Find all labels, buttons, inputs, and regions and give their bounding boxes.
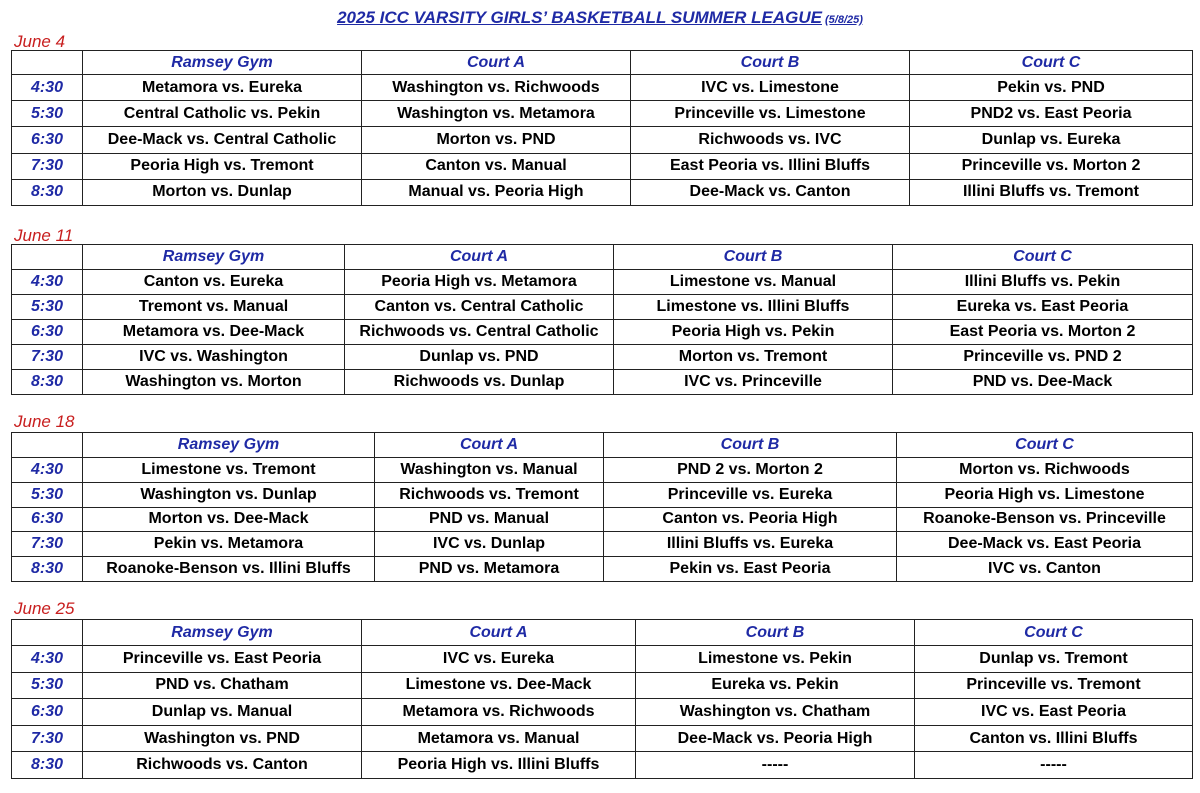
game-cell: Eureka vs. East Peoria <box>893 295 1193 320</box>
time-cell: 5:30 <box>12 482 83 507</box>
game-cell: Metamora vs. Richwoods <box>362 699 636 726</box>
table-row <box>12 320 1193 345</box>
game-cell: PND 2 vs. Morton 2 <box>604 458 897 483</box>
game-cell: Washington vs. Manual <box>375 458 604 483</box>
game-cell: IVC vs. Dunlap <box>375 532 604 557</box>
game-cell: PND vs. Chatham <box>83 672 362 699</box>
page-title <box>0 8 1200 28</box>
game-cell: IVC vs. Eureka <box>362 646 636 673</box>
table-row <box>12 101 1193 127</box>
game-cell: Dee-Mack vs. Canton <box>631 179 910 205</box>
game-cell: Richwoods vs. Dunlap <box>345 370 614 395</box>
game-cell: Dee-Mack vs. East Peoria <box>897 532 1193 557</box>
column-header: Court A <box>362 51 631 75</box>
schedule-table <box>11 619 1193 779</box>
table-row <box>12 725 1193 752</box>
game-cell: Morton vs. Tremont <box>614 345 893 370</box>
game-cell: Metamora vs. Eureka <box>83 75 362 101</box>
title-date: (5/8/25) <box>824 14 863 26</box>
game-cell: Illini Bluffs vs. Tremont <box>910 179 1193 205</box>
game-cell: IVC vs. Washington <box>83 345 345 370</box>
game-cell: IVC vs. Princeville <box>614 370 893 395</box>
game-cell: Morton vs. Dee-Mack <box>83 507 375 532</box>
column-header: Court A <box>362 620 636 646</box>
game-cell: Peoria High vs. Limestone <box>897 482 1193 507</box>
game-cell: Peoria High vs. Illini Bluffs <box>362 752 636 779</box>
time-cell: 4:30 <box>12 270 83 295</box>
column-header: Court B <box>631 51 910 75</box>
game-cell: Princeville vs. Limestone <box>631 101 910 127</box>
column-header: Court C <box>910 51 1193 75</box>
title-text: 2025 ICC VARSITY GIRLS’ BASKETBALL SUMMER LEAGUE <box>337 8 822 27</box>
game-cell: Canton vs. Peoria High <box>604 507 897 532</box>
time-cell: 4:30 <box>12 458 83 483</box>
table-row <box>12 557 1193 582</box>
game-cell: Limestone vs. Pekin <box>636 646 915 673</box>
week-label: June 18 <box>14 412 75 431</box>
game-cell: Dunlap vs. Manual <box>83 699 362 726</box>
game-cell: Limestone vs. Tremont <box>83 458 375 483</box>
game-cell: Richwoods vs. Tremont <box>375 482 604 507</box>
game-cell: Princeville vs. Tremont <box>915 672 1193 699</box>
game-cell: Washington vs. PND <box>83 725 362 752</box>
week-label: June 25 <box>14 599 75 618</box>
game-cell: Metamora vs. Manual <box>362 725 636 752</box>
game-cell: Washington vs. Richwoods <box>362 75 631 101</box>
game-cell: Washington vs. Metamora <box>362 101 631 127</box>
time-cell: 8:30 <box>12 179 83 205</box>
game-cell: Manual vs. Peoria High <box>362 179 631 205</box>
game-cell: PND vs. Metamora <box>375 557 604 582</box>
game-cell: East Peoria vs. Illini Bluffs <box>631 153 910 179</box>
game-cell: Metamora vs. Dee-Mack <box>83 320 345 345</box>
game-cell: Pekin vs. Metamora <box>83 532 375 557</box>
game-cell: Central Catholic vs. Pekin <box>83 101 362 127</box>
time-cell: 6:30 <box>12 320 83 345</box>
game-cell: Peoria High vs. Tremont <box>83 153 362 179</box>
game-cell: Washington vs. Chatham <box>636 699 915 726</box>
time-cell: 7:30 <box>12 532 83 557</box>
game-cell: East Peoria vs. Morton 2 <box>893 320 1193 345</box>
game-cell: PND vs. Manual <box>375 507 604 532</box>
table-row <box>12 370 1193 395</box>
column-header: Court B <box>614 245 893 270</box>
table-row <box>12 179 1193 205</box>
time-cell: 8:30 <box>12 370 83 395</box>
game-cell: Roanoke-Benson vs. Illini Bluffs <box>83 557 375 582</box>
schedule-table <box>11 244 1193 395</box>
game-cell: Morton vs. Richwoods <box>897 458 1193 483</box>
time-cell: 8:30 <box>12 557 83 582</box>
time-cell: 6:30 <box>12 127 83 153</box>
game-cell: Richwoods vs. IVC <box>631 127 910 153</box>
game-cell: PND2 vs. East Peoria <box>910 101 1193 127</box>
game-cell: Princeville vs. PND 2 <box>893 345 1193 370</box>
table-row <box>12 295 1193 320</box>
week-label: June 11 <box>14 226 74 245</box>
time-cell: 7:30 <box>12 345 83 370</box>
column-header: Ramsey Gym <box>83 245 345 270</box>
game-cell: Dunlap vs. PND <box>345 345 614 370</box>
game-cell: ----- <box>636 752 915 779</box>
table-row <box>12 752 1193 779</box>
column-header: Ramsey Gym <box>83 433 375 458</box>
column-header: Court A <box>375 433 604 458</box>
table-row <box>12 270 1193 295</box>
table-row <box>12 482 1193 507</box>
game-cell: Richwoods vs. Central Catholic <box>345 320 614 345</box>
game-cell: Dee-Mack vs. Central Catholic <box>83 127 362 153</box>
game-cell: Richwoods vs. Canton <box>83 752 362 779</box>
game-cell: IVC vs. Limestone <box>631 75 910 101</box>
game-cell: Peoria High vs. Pekin <box>614 320 893 345</box>
column-header: Court C <box>897 433 1193 458</box>
header-row <box>12 620 1193 646</box>
game-cell: Washington vs. Morton <box>83 370 345 395</box>
header-cell-blank <box>12 51 83 75</box>
time-cell: 6:30 <box>12 699 83 726</box>
game-cell: Canton vs. Manual <box>362 153 631 179</box>
game-cell: Princeville vs. East Peoria <box>83 646 362 673</box>
game-cell: Limestone vs. Illini Bluffs <box>614 295 893 320</box>
table-row <box>12 532 1193 557</box>
game-cell: Tremont vs. Manual <box>83 295 345 320</box>
table-row <box>12 507 1193 532</box>
column-header: Court B <box>604 433 897 458</box>
game-cell: Princeville vs. Morton 2 <box>910 153 1193 179</box>
column-header: Court C <box>893 245 1193 270</box>
game-cell: Canton vs. Eureka <box>83 270 345 295</box>
column-header: Court B <box>636 620 915 646</box>
header-cell-blank <box>12 245 83 270</box>
game-cell: Canton vs. Illini Bluffs <box>915 725 1193 752</box>
time-cell: 5:30 <box>12 101 83 127</box>
time-cell: 7:30 <box>12 153 83 179</box>
game-cell: Limestone vs. Manual <box>614 270 893 295</box>
game-cell: Pekin vs. East Peoria <box>604 557 897 582</box>
game-cell: Illini Bluffs vs. Pekin <box>893 270 1193 295</box>
table-row <box>12 153 1193 179</box>
time-cell: 4:30 <box>12 75 83 101</box>
table-row <box>12 75 1193 101</box>
column-header: Ramsey Gym <box>83 51 362 75</box>
column-header: Court C <box>915 620 1193 646</box>
header-cell-blank <box>12 620 83 646</box>
game-cell: Pekin vs. PND <box>910 75 1193 101</box>
time-cell: 5:30 <box>12 295 83 320</box>
game-cell: Morton vs. Dunlap <box>83 179 362 205</box>
game-cell: Princeville vs. Eureka <box>604 482 897 507</box>
header-row <box>12 433 1193 458</box>
game-cell: PND vs. Dee-Mack <box>893 370 1193 395</box>
time-cell: 5:30 <box>12 672 83 699</box>
game-cell: Illini Bluffs vs. Eureka <box>604 532 897 557</box>
game-cell: IVC vs. East Peoria <box>915 699 1193 726</box>
schedule-table <box>11 50 1193 206</box>
game-cell: ----- <box>915 752 1193 779</box>
time-cell: 6:30 <box>12 507 83 532</box>
game-cell: Dee-Mack vs. Peoria High <box>636 725 915 752</box>
table-row <box>12 672 1193 699</box>
table-row <box>12 646 1193 673</box>
game-cell: Washington vs. Dunlap <box>83 482 375 507</box>
table-row <box>12 699 1193 726</box>
game-cell: Limestone vs. Dee-Mack <box>362 672 636 699</box>
table-row <box>12 345 1193 370</box>
game-cell: Roanoke-Benson vs. Princeville <box>897 507 1193 532</box>
schedule-table <box>11 432 1193 582</box>
header-row <box>12 245 1193 270</box>
table-row <box>12 127 1193 153</box>
game-cell: Dunlap vs. Eureka <box>910 127 1193 153</box>
column-header: Court A <box>345 245 614 270</box>
time-cell: 7:30 <box>12 725 83 752</box>
header-cell-blank <box>12 433 83 458</box>
column-header: Ramsey Gym <box>83 620 362 646</box>
table-row <box>12 458 1193 483</box>
game-cell: Dunlap vs. Tremont <box>915 646 1193 673</box>
time-cell: 8:30 <box>12 752 83 779</box>
week-label: June 4 <box>14 32 66 51</box>
game-cell: Eureka vs. Pekin <box>636 672 915 699</box>
game-cell: Peoria High vs. Metamora <box>345 270 614 295</box>
game-cell: Morton vs. PND <box>362 127 631 153</box>
game-cell: Canton vs. Central Catholic <box>345 295 614 320</box>
game-cell: IVC vs. Canton <box>897 557 1193 582</box>
header-row <box>12 51 1193 75</box>
time-cell: 4:30 <box>12 646 83 673</box>
